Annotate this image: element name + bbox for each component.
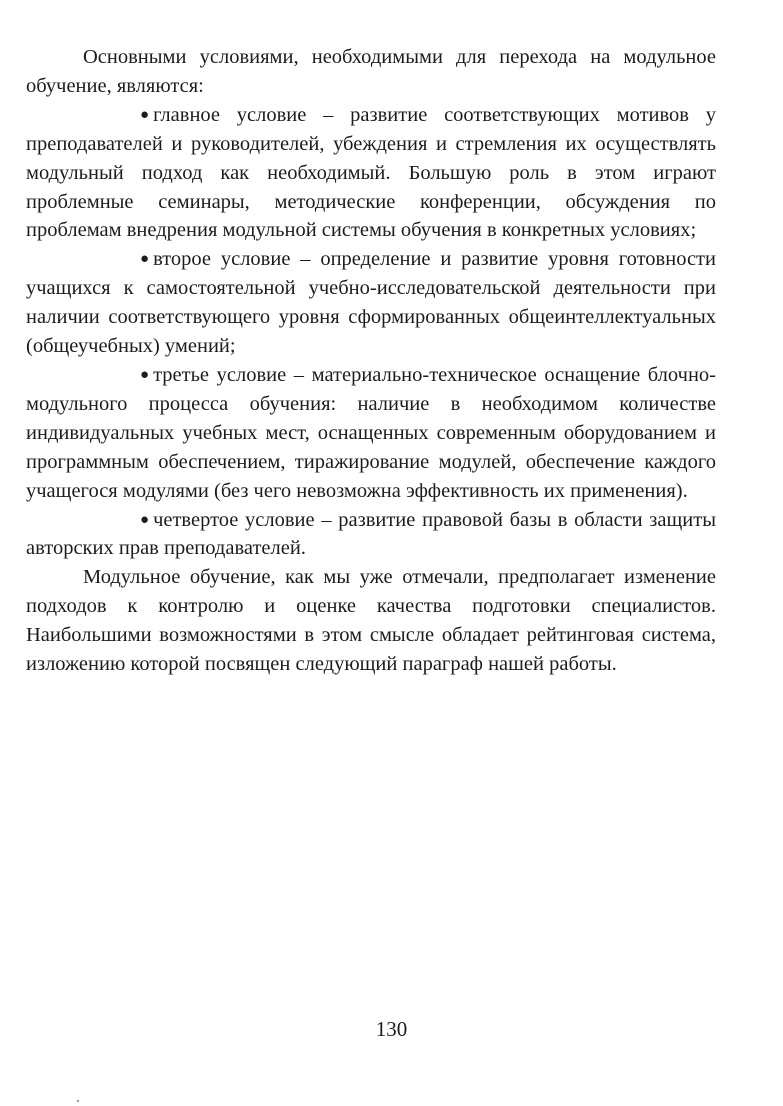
page-number: 130	[375, 1017, 408, 1041]
intro-paragraph: Основными условиями, необходимыми для перехода на модульное обучение, являются:	[26, 46, 716, 97]
condition-text: главное условие – развитие соответствующих мотивов у преподавателей и руководителей, убеждения и стремления их осуществлять модульный подход как необходимый. Большую роль в этом играют проблемные семинары, методические конференции, обсуждения по проблемам внедрения модульной системы обучения в конкретных условиях;	[26, 103, 716, 242]
body-text	[26, 43, 716, 679]
condition-text: четвертое условие – развитие правовой базы в области защиты авторских прав преподавателей.	[26, 508, 716, 560]
condition-item-1	[26, 101, 716, 246]
bullet-icon: ●	[140, 366, 150, 383]
scan-artifact	[77, 1100, 79, 1102]
bullet-icon: ●	[140, 511, 150, 528]
condition-text: второе условие – определение и развитие уровня готовности учащихся к самостоятельной учебно-исследовательской деятельности при наличии соответствующего уровня сформированных общеинтеллектуальных (общеучебных) умений;	[26, 248, 716, 358]
condition-item-3	[26, 361, 716, 506]
condition-item-2	[26, 245, 716, 361]
bullet-icon: ●	[140, 251, 150, 268]
conclusion-paragraph: Модульное обучение, как мы уже отмечали, предполагает изменение подходов к контролю и оценке качества подготовки специалистов. Наибольшими возможностями в этом смысле обладает рейтинговая система, изложению которой посвящен следующий параграф нашей работы.	[26, 566, 716, 676]
condition-text: третье условие – материально-техническое оснащение блочно-модульного процесса обучения: наличие в необходимом количестве индивидуальных учебных мест, оснащенных современным оборудованием и программным обеспечением, тиражирование модулей, обеспечение каждого учащегося модулями (без чего невозможна эффективность их применения).	[26, 363, 716, 502]
bullet-icon: ●	[140, 106, 150, 123]
condition-item-4	[26, 506, 716, 564]
